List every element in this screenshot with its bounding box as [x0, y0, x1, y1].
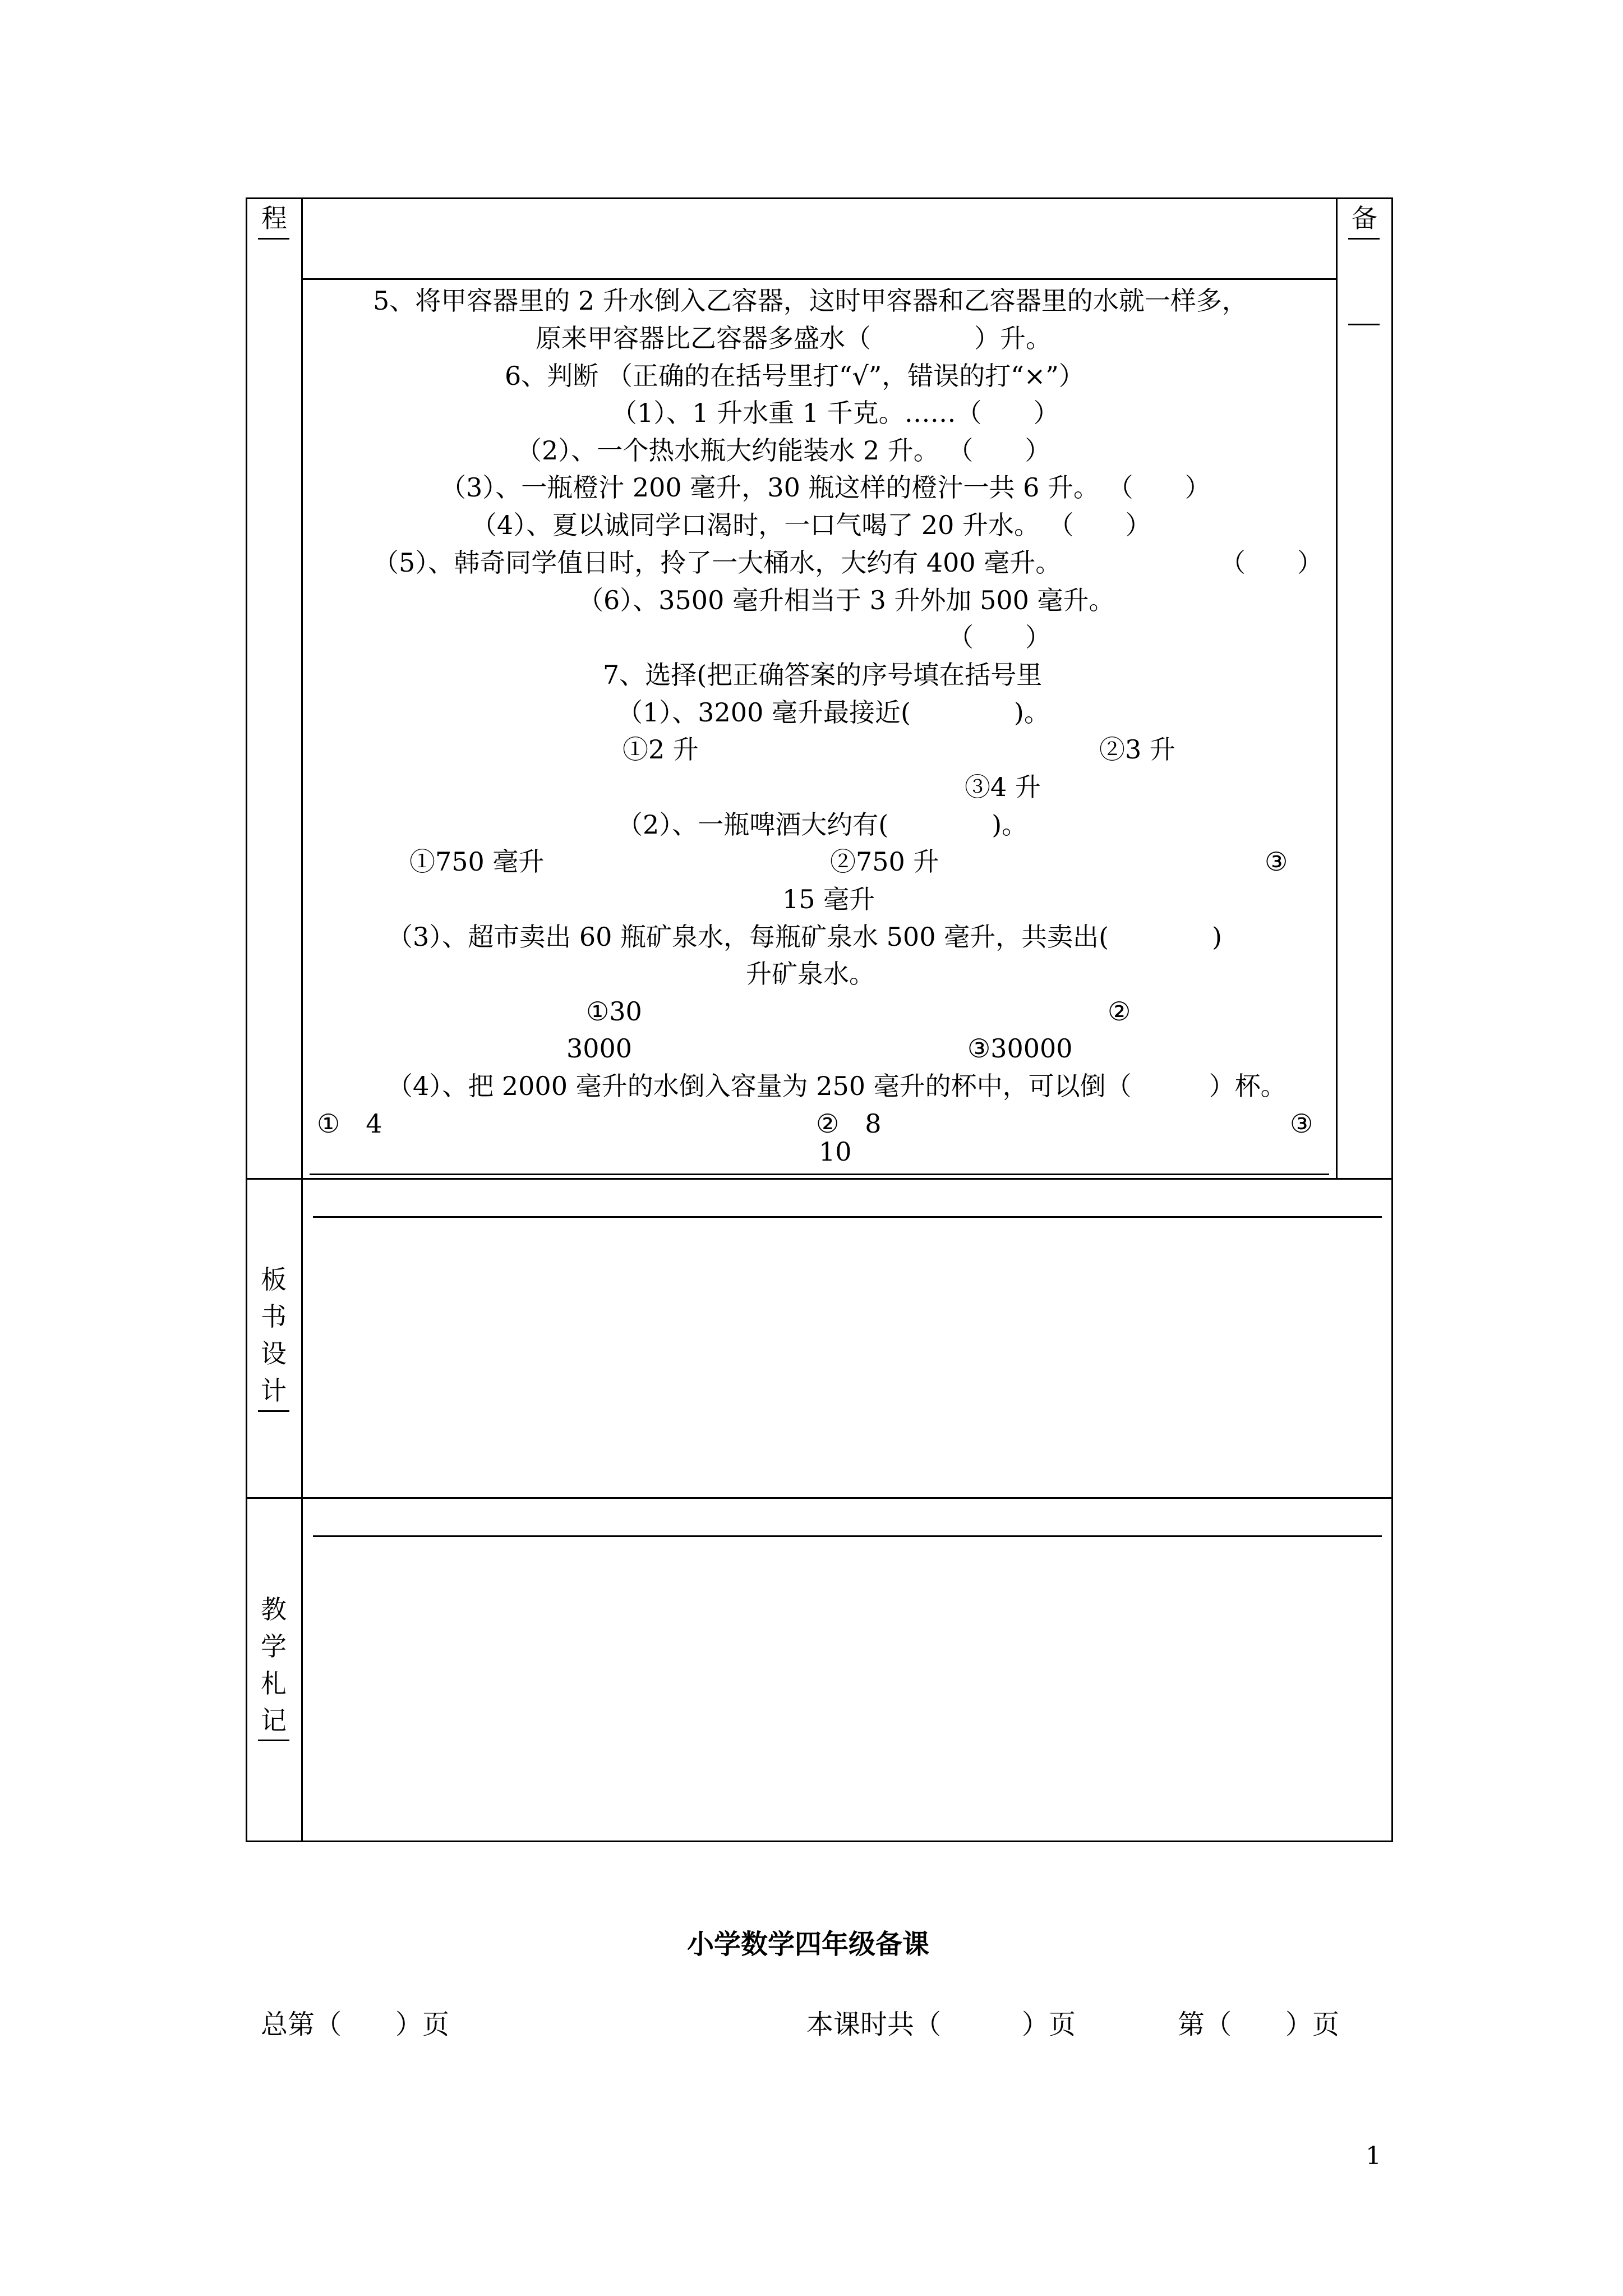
- q7-3-option-1: ①30: [586, 996, 642, 1027]
- q7-2-option-3-text: 15 毫升: [782, 884, 875, 914]
- q6-item-5-paren: （ ）: [1220, 547, 1323, 578]
- notes-char-2: 学: [261, 1631, 287, 1662]
- table-right-border: [1391, 197, 1393, 1842]
- q6-item-1: （1）、1 升水重 1 千克。……（ ）: [611, 398, 1059, 428]
- section-title: 小学数学四年级备课: [687, 1929, 930, 1960]
- q6-title: 6、判断 （正确的在括号里打“√”，错误的打“×”）: [505, 361, 1085, 391]
- q7-4-option-3-text: 10: [819, 1137, 852, 1167]
- q7-4-option-2: ② 8: [816, 1108, 882, 1139]
- notes-label-underline: [258, 1740, 289, 1741]
- q7-item-1: （1）、3200 毫升最接近( )。: [617, 697, 1050, 728]
- notes-top-line: [313, 1535, 1382, 1537]
- left-column-divider: [301, 197, 303, 1842]
- q7-3-option-2-marker: ②: [1108, 996, 1131, 1027]
- q7-2-option-1: ①750 毫升: [409, 846, 545, 877]
- table-bottom-border: [246, 1841, 1393, 1842]
- q7-4-option-1: ① 4: [317, 1108, 382, 1139]
- q7-2-option-2: ②750 升: [830, 846, 939, 877]
- q5-line1: 5、将甲容器里的 2 升水倒入乙容器，这时甲容器和乙容器里的水就一样多，: [373, 286, 1248, 316]
- total-page: 总第（ ）页: [261, 2009, 450, 2040]
- board-char-1: 板: [261, 1264, 287, 1295]
- left-label-underline: [258, 238, 289, 240]
- right-column-divider: [1336, 197, 1338, 1179]
- notes-char-4: 记: [261, 1705, 287, 1736]
- board-char-3: 设: [261, 1338, 287, 1369]
- board-char-4: 计: [261, 1375, 287, 1406]
- q7-1-option-1: ①2 升: [623, 734, 699, 765]
- board-design-label: [257, 1261, 291, 1409]
- process-label: 程: [261, 203, 287, 233]
- lesson-total-pages: 本课时共（ ）页: [806, 2009, 1076, 2040]
- teaching-notes-label: [257, 1591, 291, 1739]
- q7-item-3: （3）、超市卖出 60 瓶矿泉水，每瓶矿泉水 500 毫升，共卖出( ): [387, 922, 1222, 952]
- q7-item-4: （4）、把 2000 毫升的水倒入容量为 250 毫升的杯中，可以倒（ ）杯。: [387, 1071, 1287, 1101]
- board-label-underline: [258, 1410, 289, 1412]
- table-top-border: [246, 197, 1393, 199]
- notes-char-1: 教: [261, 1594, 287, 1625]
- q7-2-option-3-marker: ③: [1265, 846, 1288, 877]
- q6-item-4: （4）、夏以诚同学口渴时，一口气喝了 20 升水。 （ ）: [471, 510, 1151, 540]
- q6-item-5: （5）、韩奇同学值日时，拎了一大桶水，大约有 400 毫升。: [373, 547, 1062, 578]
- q6-item-6-paren: （ ）: [948, 622, 1051, 652]
- board-row-divider: [246, 1178, 1393, 1180]
- q6-item-3: （3）、一瓶橙汁 200 毫升，30 瓶这样的橙汁一共 6 升。 （ ）: [440, 472, 1211, 503]
- page-of: 第（ ）页: [1178, 2009, 1340, 2040]
- table-left-border: [246, 197, 247, 1842]
- header-row-divider: [301, 278, 1338, 280]
- q7-1-option-2: ②3 升: [1099, 734, 1175, 765]
- q7-item-3-cont: 升矿泉水。: [746, 959, 875, 989]
- notes-row-divider: [246, 1497, 1393, 1499]
- content-end-line: [310, 1174, 1329, 1175]
- board-char-2: 书: [261, 1301, 287, 1332]
- right-label-dash: [1348, 324, 1380, 325]
- right-label-underline: [1348, 238, 1380, 240]
- remarks-label: 备: [1352, 203, 1377, 233]
- q5-line2: 原来甲容器比乙容器多盛水（ ）升。: [536, 323, 1052, 353]
- q6-item-6: （6）、3500 毫升相当于 3 升外加 500 毫升。: [578, 585, 1115, 615]
- notes-char-3: 札: [261, 1668, 287, 1699]
- page-number: 1: [1366, 2142, 1381, 2170]
- q7-3-option-2-text: 3000: [566, 1033, 633, 1064]
- q7-4-option-3-marker: ③: [1290, 1108, 1313, 1139]
- q7-item-2: （2）、一瓶啤酒大约有( )。: [617, 809, 1028, 840]
- board-top-line: [313, 1216, 1382, 1218]
- q7-3-option-3: ③30000: [967, 1033, 1073, 1064]
- q6-item-2: （2）、一个热水瓶大约能装水 2 升。 （ ）: [516, 435, 1051, 466]
- q7-title: 7、选择(把正确答案的序号填在括号里: [603, 660, 1043, 690]
- q7-1-option-3: ③4 升: [965, 772, 1041, 802]
